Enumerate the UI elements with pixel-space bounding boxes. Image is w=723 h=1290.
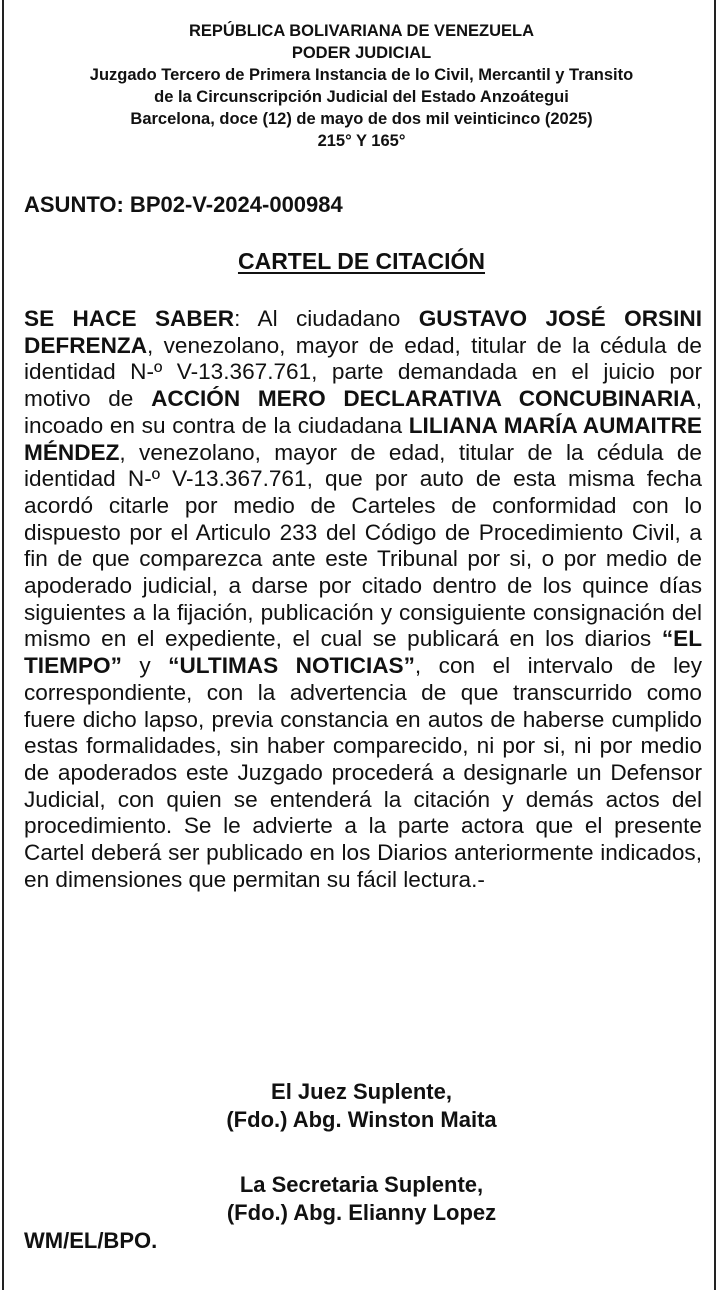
diario-ultimas-noticias: “ULTIMAS NOTICIAS” <box>168 653 415 679</box>
header-juzgado: Juzgado Tercero de Primera Instancia de lo Civil, Mercantil y Transito <box>89 66 634 84</box>
body-text-3: , incoado en su contra de la ciudadana <box>24 386 703 438</box>
header-republica: REPÚBLICA BOLIVARIANA DE VENEZUELA <box>189 22 534 40</box>
document-body <box>24 306 702 893</box>
document-title: CARTEL DE CITACIÓN <box>237 248 486 274</box>
demandado-name: GUSTAVO JOSÉ ORSINI DEFRENZA <box>24 306 702 358</box>
body-text-5: y <box>121 653 169 679</box>
body-text-1: : Al ciudadano <box>234 306 419 331</box>
demandante-name: LILIANA MARÍA AUMAITRE MÉNDEZ <box>24 412 702 465</box>
body-text-4: , venezolano, mayor de edad, titular de la cédula de identidad N-º V-13.367.761, que por auto de esta misma fecha acordó citarle por medio de Carteles de conformidad con lo dispuesto por el Articulo 233 del Código de Procedimiento Civil, a fin de que comparezca ante este Tribunal por si, o por medio de apoderado judicial, a darse por citado dentro de los quince días siguientes a la fijación, publicación y consiguiente consignación del mismo en el expediente, el cual se publicará en los diarios <box>24 439 702 652</box>
diario-el-tiempo: “EL TIEMPO” <box>24 626 702 679</box>
asunto-line: ASUNTO: BP02-V-2024-000984 <box>24 192 343 217</box>
secretaria-cargo: La Secretaria Suplente, <box>239 1172 484 1197</box>
header-anos: 215° Y 165° <box>317 132 406 150</box>
iniciales: WM/EL/BPO. <box>24 1228 158 1253</box>
header-fecha: Barcelona, doce (12) de mayo de dos mil veinticinco (2025) <box>130 110 593 128</box>
body-text-2: , venezolano, mayor de edad, titular de la cédula de identidad N-º V-13.367.761, parte demandada en el juicio por motivo de <box>24 332 702 412</box>
secretaria-nombre: (Fdo.) Abg. Elianny Lopez <box>226 1200 497 1225</box>
firma-juez <box>0 1078 723 1134</box>
body-text-6: , con el intervalo de ley correspondiente, con la advertencia de que transcurrido como fuere dicho lapso, previa constancia en autos de haberse cumplido estas formalidades, sin haber comparecido, ni por si, ni por medio de apoderados este Juzgado procederá a designarle un Defensor Judicial, con quien se entenderá la citación y demás actos del procedimiento. Se le advierte a la parte actora que el presente Cartel deberá ser publicado en los Diarios anteriormente indicados, en dimensiones que permitan su fácil lectura.- <box>24 653 702 892</box>
juez-nombre: (Fdo.) Abg. Winston Maita <box>226 1107 497 1132</box>
header-circunscripcion: de la Circunscripción Judicial del Estado Anzoátegui <box>154 88 569 106</box>
se-hace-saber: SE HACE SABER <box>24 306 235 331</box>
juez-cargo: El Juez Suplente, <box>271 1079 452 1104</box>
document-header <box>0 20 723 152</box>
motivo-juicio: ACCIÓN MERO DECLARATIVA CONCUBINARIA <box>151 386 696 412</box>
firma-secretaria <box>0 1171 723 1227</box>
header-poder-judicial: PODER JUDICIAL <box>291 44 432 62</box>
